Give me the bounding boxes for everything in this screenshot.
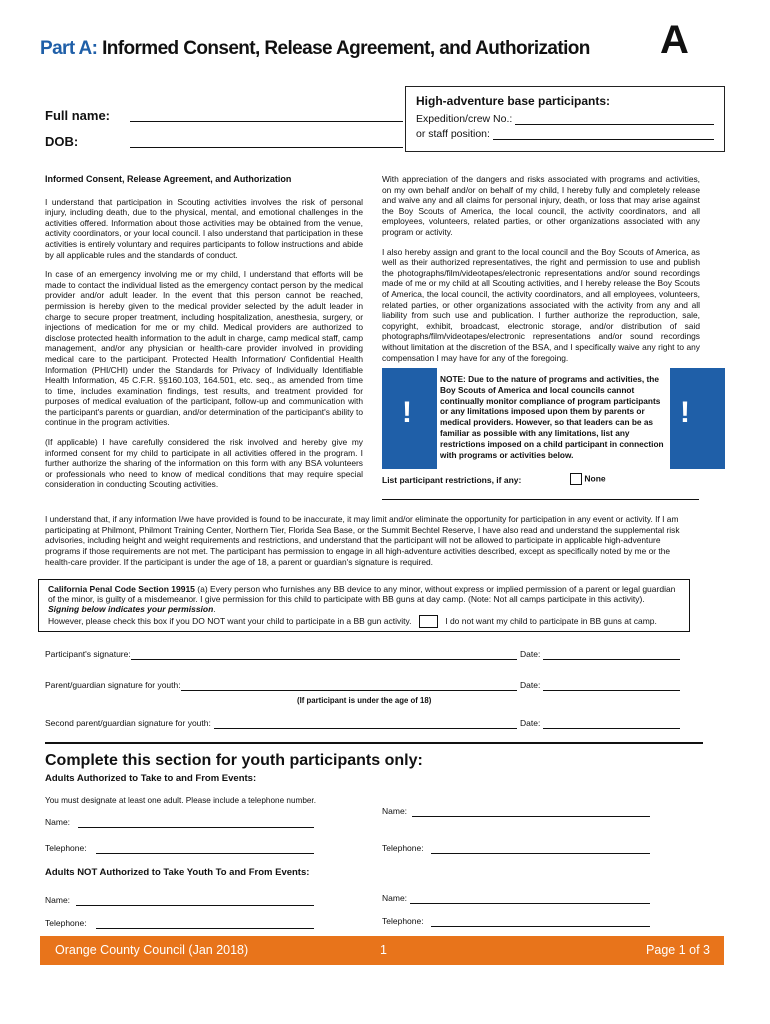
release-paragraph-1: With appreciation of the dangers and risks associated with programs and activities, on my own behalf and/or on behalf of my child, I hereby fully and completely release and waive any and all claims for personal injury, death, or loss that may arise against the Boy Scouts of America, the local council, the activity coordinators, and all employees, volunteers, related parties, or other organizations associated with any program or activity. xyxy=(382,174,700,237)
authorized-name-label-2: Name: xyxy=(382,806,408,816)
authorized-name-label-1: Name: xyxy=(45,817,71,827)
designate-note: You must designate at least one adult. Please include a telephone number. xyxy=(45,796,316,805)
footer-bar xyxy=(40,936,724,965)
none-label: None xyxy=(584,473,606,484)
authorized-telephone-field-1[interactable] xyxy=(96,852,314,854)
authorized-name-field-2[interactable] xyxy=(412,815,650,817)
not-authorized-name-label-2: Name: xyxy=(382,893,408,903)
title-text: Informed Consent, Release Agreement, and Authorization xyxy=(97,38,590,59)
part-prefix: Part A: xyxy=(40,38,98,59)
not-authorized-telephone-field-2[interactable] xyxy=(431,925,650,927)
staff-field[interactable] xyxy=(493,129,714,140)
not-authorized-name-field-2[interactable] xyxy=(410,902,650,904)
youth-section-heading: Complete this section for youth participants only: xyxy=(45,752,423,769)
second-parent-signature-label: Second parent/guardian signature for youth: xyxy=(45,718,211,728)
dob-field[interactable] xyxy=(130,146,403,148)
authorized-telephone-field-2[interactable] xyxy=(431,852,650,854)
bb-do-not-text: I do not want my child to participate in BB guns at camp. xyxy=(445,615,657,626)
high-adventure-box xyxy=(405,86,725,152)
none-checkbox[interactable] xyxy=(570,473,582,485)
left-column xyxy=(45,174,363,499)
right-column xyxy=(382,174,700,372)
staff-label: or staff position: xyxy=(416,128,490,140)
second-parent-signature-field[interactable] xyxy=(214,727,517,729)
not-authorized-heading: Adults NOT Authorized to Take Youth To and From Events: xyxy=(45,867,310,878)
under-18-note: (If participant is under the age of 18) xyxy=(297,696,432,705)
exclamation-icon: ! xyxy=(402,396,412,429)
note-text: NOTE: Due to the nature of programs and activities, the Boy Scouts of America and local councils cannot continually monitor compliance of program participants or any limitations imposed upon them by parents or medical providers. However, so that leaders can be as familiar as possible with any limitations, list any restrictions imposed on a child participant in connection with programs or activities below. xyxy=(437,368,670,469)
parent-signature-label: Parent/guardian signature for youth: xyxy=(45,680,181,690)
second-parent-date-field[interactable] xyxy=(543,727,680,729)
footer-council: Orange County Council (Jan 2018) xyxy=(55,943,249,957)
expedition-field[interactable] xyxy=(515,114,714,125)
penal-code-title: California Penal Code Section 19915 xyxy=(48,584,195,594)
penal-code-box: California Penal Code Section 19915 (a) Every person who furnishes any BB device to any minor, without express or implied permission of a parent or legal guardian of the minor, is guilty of a misdemeanor. I give permission for this child to participate with BB guns at day camp. (Note: Not all camps participate in this activity). Signing below indicates your permission. However, please check this box if you DO NOT want your child to participate in a BB gun activity. I do not want my child to participate in BB guns at camp. xyxy=(38,579,690,632)
full-name-field[interactable] xyxy=(130,120,403,122)
not-authorized-name-field-1[interactable] xyxy=(76,904,314,906)
bb-gun-checkbox[interactable] xyxy=(419,615,438,628)
consent-paragraph-3: (If applicable) I have carefully considered the risk involved and hereby give my informed consent for my child to participate in all activities offered in the program. I further authorize the sharing of the information on this form with any BSA volunteers or professionals who need to know of medical conditions that may require special consideration in conducting Scouting activities. xyxy=(45,437,363,490)
footer-page-of: Page 1 of 3 xyxy=(646,943,710,957)
authorized-telephone-label-2: Telephone: xyxy=(382,843,424,853)
note-box xyxy=(382,368,725,469)
exclamation-icon: ! xyxy=(680,396,690,429)
parent-signature-field[interactable] xyxy=(181,689,517,691)
authorized-heading: Adults Authorized to Take to and From Events: xyxy=(45,773,257,784)
restrictions-field[interactable] xyxy=(382,498,699,500)
authorized-telephone-label-1: Telephone: xyxy=(45,843,87,853)
bb-however-text: However, please check this box if you DO NOT want your child to participate in a BB gun activity. xyxy=(48,615,412,626)
participant-signature-field[interactable] xyxy=(131,658,517,660)
not-authorized-telephone-field-1[interactable] xyxy=(96,927,314,929)
full-name-label: Full name: xyxy=(45,108,111,123)
release-paragraph-2: I also hereby assign and grant to the local council and the Boy Scouts of America, as well as their authorized representatives, the right and permission to use and publish the photographs/film/videotapes/electronic representations and/or sound recordings made of me or my child at all Scouting activities, and I hereby release the Boy Scouts of America, the local council, the activity coordinators, and all employees, volunteers, related parties, or other organizations associated with the activity from any and all liability from such use and publication. I further authorize the reproduction, sale, copyright, exhibit, broadcast, electronic storage, and/or distribution of said photographs/film/videotapes/electronic representations and/or sound recordings without limitation at the discretion of the BSA, and I specifically waive any right to any compensation I may have for any of the foregoing. xyxy=(382,246,700,363)
participant-signature-label: Participant's signature: xyxy=(45,649,131,659)
date-label: Date: xyxy=(520,718,541,728)
expedition-label: Expedition/crew No.: xyxy=(416,113,513,125)
info-paragraph: I understand that, if any information I/we have provided is found to be inaccurate, it may limit and/or eliminate the opportunity for participation in any event or activity. If I am participating at Philmont, Philmont Training Center, Northern Tier, Florida Sea Base, or the Summit Bechtel Reserve, I have also read and understand the supplemental risk advisories, including height and weight requirements and restrictions, and understand that the participant will not be allowed to participate in applicable high-adventure programs if those requirements are not met. The participant has permission to engage in all high-adventure activities described, except as specifically noted by me or the health-care provider. If the participant is under the age of 18, a parent or guardian's signature is required. xyxy=(45,514,680,567)
participant-date-field[interactable] xyxy=(543,658,680,660)
date-label: Date: xyxy=(520,649,541,659)
signing-permission: Signing below indicates your permission xyxy=(48,604,214,615)
high-adventure-heading: High-adventure base participants: xyxy=(416,94,611,108)
consent-paragraph-2: In case of an emergency involving me or my child, I understand that efforts will be made to contact the individual listed as the emergency contact person by the medical provider and/or adult leader. In the event that this person cannot be reached, permission is hereby given to the medical provider selected by the adult leader in charge to secure proper treatment, including hospitalization, anesthesia, surgery, or injections of medication for me or my child. Medical providers are authorized to disclose protected health information to the adult in charge, camp medical staff, camp management, and/or any physician or health-care provider involved in providing medical care to the participant. Protected Health Information/ Confidential Health Information (PHI/CHI) under the Standards for Privacy of Individually Identifiable Health Information, 45 C.F.R. §§160.103, 164.501, etc. seq., as amended from time to time, includes examination findings, test results, and treatment provided for purposes of medical evaluation of the participant, follow-up and communication with the participant's parents or guardian, and/or determination of the participant's ability to continue in the program activities. xyxy=(45,269,363,428)
none-option xyxy=(570,473,606,485)
footer-page-number: 1 xyxy=(380,943,387,957)
authorized-name-field-1[interactable] xyxy=(78,826,314,828)
not-authorized-telephone-label-2: Telephone: xyxy=(382,916,424,926)
not-authorized-name-label-1: Name: xyxy=(45,895,71,905)
parent-date-field[interactable] xyxy=(543,689,680,691)
restrictions-label: List participant restrictions, if any: xyxy=(382,475,522,485)
dob-label: DOB: xyxy=(45,134,79,149)
section-divider xyxy=(45,742,703,744)
page-title xyxy=(40,38,590,60)
consent-paragraph-1: I understand that participation in Scouting activities involves the risk of personal injury, including death, due to the physical, mental, and emotional challenges in the activities offered. Information about those activities may be obtained from the venue, activity coordinators, or your local council. I also understand that participation in these activities is entirely voluntary and requires participants to follow instructions and abide by all applicable rules and the standards of conduct. xyxy=(45,196,363,260)
not-authorized-telephone-label-1: Telephone: xyxy=(45,918,87,928)
consent-heading: Informed Consent, Release Agreement, and Authorization xyxy=(45,174,292,184)
date-label: Date: xyxy=(520,680,541,690)
section-letter: A xyxy=(660,18,689,62)
penal-code-text: (a) Every person who furnishes any BB device to any minor, without express or implied permission of a parent or legal guardian of the minor, is guilty of a misdemeanor. I give permission for this child to participate with BB guns at day camp. (Note: Not all camps participate in this activity). xyxy=(48,584,676,605)
